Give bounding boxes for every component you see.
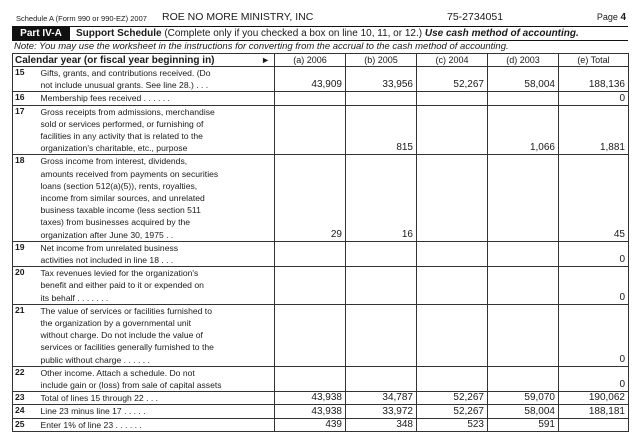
amount-cell-c: 523 — [417, 418, 488, 431]
amount-cell-e: 188,181 — [559, 405, 629, 418]
amount-cell-a — [275, 366, 346, 391]
amount-cell-a: 43,938 — [275, 405, 346, 418]
part-method: Use cash method of accounting. — [424, 28, 579, 39]
description-line: benefit and either paid to it or expended on — [40, 280, 204, 291]
amount-cell-b — [346, 304, 417, 366]
description-line: organization's charitable, etc., purpose — [40, 143, 188, 154]
part-header — [12, 26, 628, 40]
amount-cell-d: 1,066 — [488, 105, 559, 155]
page-label: Page — [596, 12, 618, 22]
description-line: Membership fees received . . . . . . — [40, 93, 170, 104]
table-row — [13, 418, 629, 431]
amount-cell-b — [346, 241, 417, 266]
line-number: 21 — [13, 304, 39, 366]
amount-cell-e — [559, 418, 629, 431]
amount-cell-b: 34,787 — [346, 392, 417, 405]
amount-cell-a: 29 — [275, 155, 346, 241]
description-line: business taxable income (less section 511 — [40, 205, 201, 216]
amount-cell-c — [417, 304, 488, 366]
amount-cell-e: 1,881 — [559, 105, 629, 155]
amount-cell-d — [488, 267, 559, 305]
amount-cell-c — [417, 267, 488, 305]
amount-cell-e: 0 — [559, 241, 629, 266]
part-badge: Part IV-A — [12, 27, 70, 40]
amount-cell-a — [275, 304, 346, 366]
line-description — [39, 405, 275, 418]
table-row — [13, 405, 629, 418]
line-description — [39, 392, 275, 405]
description-line: organization after June 30, 1975 . . — [40, 229, 174, 240]
description-line: Net income from unrelated business — [40, 242, 179, 253]
description-line: Gross receipts from admissions, merchandise — [40, 106, 215, 117]
schedule-rows — [13, 67, 629, 432]
description-line: The value of services or facilities furnished to — [40, 305, 212, 316]
amount-cell-c — [417, 92, 488, 105]
description-line: public without charge . . . . . . — [40, 354, 150, 365]
line-description — [39, 267, 275, 305]
description-line: Gross income from interest, dividends, — [40, 156, 188, 167]
column-e-header: (e) Total — [559, 54, 629, 67]
part-instructions: (Complete only if you checked a box on line 10, 11, or 12.) — [164, 28, 423, 39]
calendar-year-header — [13, 54, 275, 67]
amount-cell-e: 188,136 — [559, 67, 629, 92]
amount-cell-d — [488, 241, 559, 266]
description-line: Total of lines 15 through 22 . . . — [40, 393, 159, 404]
part-title-line — [76, 27, 579, 40]
amount-cell-c: 52,267 — [417, 405, 488, 418]
amount-cell-c — [417, 241, 488, 266]
amount-cell-a — [275, 267, 346, 305]
amount-cell-d: 58,004 — [488, 405, 559, 418]
line-number: 18 — [13, 155, 39, 241]
description-line: services or facilities generally furnished to the — [40, 342, 214, 353]
description-line: activities not included in line 18 . . . — [40, 255, 174, 266]
amount-cell-c — [417, 366, 488, 391]
amount-cell-e: 0 — [559, 92, 629, 105]
amount-cell-e: 0 — [559, 304, 629, 366]
amount-cell-b — [346, 366, 417, 391]
line-number: 16 — [13, 92, 39, 105]
table-row — [13, 304, 629, 366]
amount-cell-d: 591 — [488, 418, 559, 431]
description-line: its behalf . . . . . . . — [40, 292, 109, 303]
table-row — [13, 67, 629, 92]
amount-cell-c: 52,267 — [417, 67, 488, 92]
amount-cell-d: 59,070 — [488, 392, 559, 405]
amount-cell-a: 43,909 — [275, 67, 346, 92]
amount-cell-a: 43,938 — [275, 392, 346, 405]
description-line: Other income. Attach a schedule. Do not — [40, 367, 195, 378]
schedule-reference: Schedule A (Form 990 or 990-EZ) 2007 — [16, 14, 147, 23]
form-header — [12, 8, 628, 26]
amount-cell-d — [488, 366, 559, 391]
amount-cell-a: 439 — [275, 418, 346, 431]
amount-cell-b: 348 — [346, 418, 417, 431]
column-a-header: (a) 2006 — [275, 54, 346, 67]
line-description — [39, 67, 275, 92]
part-title: Support Schedule — [76, 28, 162, 39]
note-line — [12, 40, 628, 53]
description-line: taxes) from businesses acquired by the — [40, 217, 191, 228]
table-row — [13, 105, 629, 155]
amount-cell-a — [275, 92, 346, 105]
amount-cell-c — [417, 155, 488, 241]
line-description — [39, 304, 275, 366]
column-c-header: (c) 2004 — [417, 54, 488, 67]
description-line: Tax revenues levied for the organization's — [40, 268, 199, 279]
amount-cell-d — [488, 92, 559, 105]
amount-cell-b: 815 — [346, 105, 417, 155]
amount-cell-b — [346, 92, 417, 105]
amount-cell-a — [275, 105, 346, 155]
line-description — [39, 105, 275, 155]
line-description — [39, 418, 275, 431]
amount-cell-e: 0 — [559, 366, 629, 391]
description-line: not include unusual grants. See line 28.) . . . — [40, 80, 209, 91]
table-row — [13, 267, 629, 305]
description-line: without charge. Do not include the value of — [40, 330, 203, 341]
line-description — [39, 92, 275, 105]
calendar-year-label: Calendar year (or fiscal year beginning in) — [15, 54, 215, 66]
column-d-header: (d) 2003 — [488, 54, 559, 67]
arrow-right-icon: ► — [261, 54, 270, 65]
line-number: 17 — [13, 105, 39, 155]
amount-cell-d — [488, 304, 559, 366]
line-number: 22 — [13, 366, 39, 391]
description-line: sold or services performed, or furnishing of — [40, 118, 204, 129]
amount-cell-c: 52,267 — [417, 392, 488, 405]
description-line: Enter 1% of line 23 . . . . . . — [40, 419, 142, 430]
note-text: Note: You may use the worksheet in the instructions for converting from the accrual to the cash method of accounting. — [14, 41, 509, 52]
line-number: 23 — [13, 392, 39, 405]
amount-cell-b — [346, 267, 417, 305]
amount-cell-c — [417, 105, 488, 155]
description-line: Line 23 minus line 17 . . . . . — [40, 406, 146, 417]
amount-cell-d: 58,004 — [488, 67, 559, 92]
description-line: income from similar sources, and unrelated — [40, 193, 205, 204]
form-page — [12, 8, 628, 432]
line-number: 20 — [13, 267, 39, 305]
line-number: 19 — [13, 241, 39, 266]
table-row — [13, 392, 629, 405]
description-line: include gain or (loss) from sale of capital assets — [40, 380, 222, 391]
amount-cell-b: 16 — [346, 155, 417, 241]
line-number: 15 — [13, 67, 39, 92]
amount-cell-b: 33,956 — [346, 67, 417, 92]
employer-id-number: 75-2734051 — [447, 11, 504, 23]
line-description — [39, 155, 275, 241]
table-row — [13, 155, 629, 241]
amount-cell-e: 45 — [559, 155, 629, 241]
description-line: facilities in any activity that is related to the — [40, 131, 203, 142]
line-description — [39, 366, 275, 391]
table-row — [13, 366, 629, 391]
amount-cell-b: 33,972 — [346, 405, 417, 418]
line-number: 25 — [13, 418, 39, 431]
amount-cell-e: 190,062 — [559, 392, 629, 405]
line-description — [39, 241, 275, 266]
page-number: 4 — [620, 12, 626, 23]
description-line: loans (section 512(a)(5)), rents, royalties, — [40, 180, 198, 191]
page-indicator — [597, 8, 626, 27]
line-number: 24 — [13, 405, 39, 418]
column-b-header: (b) 2005 — [346, 54, 417, 67]
organization-name: ROE NO MORE MINISTRY, INC — [162, 11, 314, 23]
support-schedule-table — [12, 53, 629, 432]
description-line: Gifts, grants, and contributions received. (Do — [40, 68, 211, 78]
description-line: amounts received from payments on securities — [40, 168, 219, 179]
description-line: the organization by a governmental unit — [40, 318, 191, 329]
column-header-row — [13, 54, 629, 67]
amount-cell-e: 0 — [559, 267, 629, 305]
amount-cell-a — [275, 241, 346, 266]
amount-cell-d — [488, 155, 559, 241]
table-row — [13, 92, 629, 105]
table-row — [13, 241, 629, 266]
